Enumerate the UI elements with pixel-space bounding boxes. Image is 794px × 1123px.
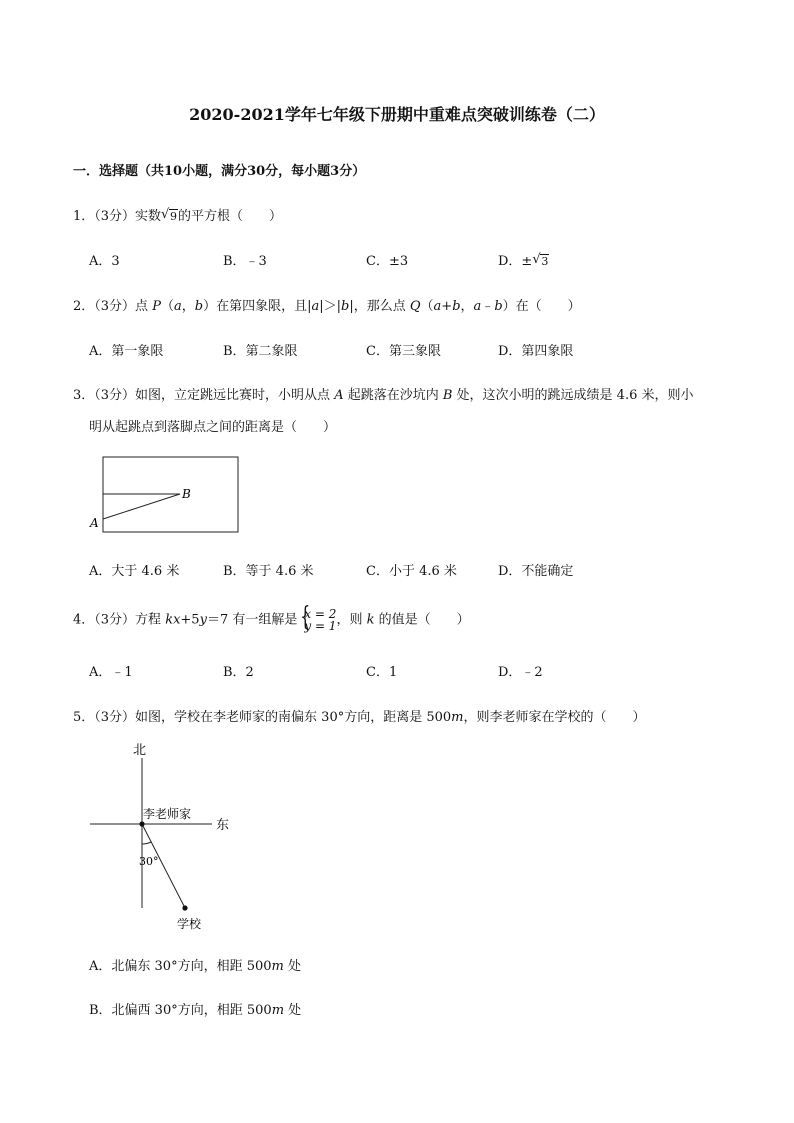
system-line-2: y = 1 — [304, 619, 337, 633]
q2-var: a — [173, 299, 182, 314]
q2-option-d[interactable]: D．第四象限 — [498, 344, 574, 359]
angle-label: 30° — [139, 855, 159, 868]
question-5 — [73, 706, 646, 725]
home-label: 李老师家 — [143, 807, 192, 821]
q2-var: a — [433, 299, 442, 314]
q1-option-d-radicand: 3 — [541, 255, 549, 268]
q4-text: ＝7 有一组解是 — [206, 612, 298, 628]
q5-option-b-var: m — [271, 1003, 285, 1018]
q5-option-a-suffix: 处 — [283, 959, 301, 974]
q2-var: Q — [409, 299, 421, 314]
q2-var: a — [473, 299, 482, 314]
q5-option-a-text: A．北偏东 30°方向，相距 500 — [89, 959, 272, 974]
angle-arc — [142, 842, 151, 844]
q2-text: 2．（3分）点 — [73, 299, 153, 314]
q5-text: ，则李老师家在学校的（ ） — [463, 710, 646, 725]
q4-option-b[interactable]: B．2 — [223, 665, 254, 680]
q3-option-a[interactable]: A．大于 4.6 米 — [89, 564, 180, 579]
q2-var: b — [340, 299, 350, 314]
q4-text: 4．（3分）方程 — [73, 612, 166, 628]
long-jump-figure — [86, 450, 246, 536]
home-point — [139, 821, 144, 826]
jump-segment — [103, 494, 180, 519]
q3-option-b[interactable]: B．等于 4.6 米 — [223, 564, 314, 579]
q2-text: |，那么点 — [349, 299, 410, 314]
q4-var: kx — [165, 612, 181, 628]
q1-radicand: 9 — [170, 210, 178, 223]
q3-option-c[interactable]: C．小于 4.6 米 — [366, 564, 457, 579]
q5-text: 5．（3分）如图，学校在李老师家的南偏东 30°方向，距离是 500 — [73, 710, 452, 725]
school-label: 学校 — [177, 917, 202, 931]
q5-option-b-text: B．北偏西 30°方向，相距 500 — [89, 1003, 272, 1018]
q1-prefix: 1．（3分）实数 — [73, 209, 162, 224]
sqrt-expression: √ 9 — [161, 207, 178, 223]
q2-var: b — [494, 299, 503, 314]
q4-text: +5 — [180, 612, 200, 628]
point-a-label: A — [90, 516, 99, 530]
q1-option-d[interactable] — [498, 250, 549, 269]
q5-option-a[interactable] — [89, 955, 301, 974]
q5-option-b-suffix: 处 — [284, 1003, 302, 1018]
q5-option-a-var: m — [271, 959, 284, 974]
q2-text: ）在第四象限，且| — [203, 299, 312, 314]
q1-suffix: 的平方根（ ） — [178, 209, 283, 224]
school-point — [182, 905, 187, 910]
q1-option-d-label: D．± — [498, 254, 533, 269]
q2-text: ﹣ — [481, 299, 495, 314]
q4-var: k — [366, 612, 375, 628]
q2-text: ， — [181, 299, 195, 314]
q5-var: m — [451, 710, 464, 725]
equation-system: { x = 2 y = 1 — [300, 602, 337, 633]
q3-text: 3．（3分）如图，立定跳远比赛时，小明从点 — [73, 388, 335, 403]
q2-text: ）在（ ） — [502, 299, 581, 314]
q2-text: + — [441, 299, 453, 314]
question-3-line-1 — [73, 384, 693, 403]
q1-option-a[interactable]: A．3 — [89, 254, 120, 269]
q4-text: ，则 — [336, 612, 367, 628]
page-title: 2020-2021学年七年级下册期中重难点突破训练卷（二） — [189, 105, 605, 124]
q2-option-a[interactable]: A．第一象限 — [89, 344, 164, 359]
q3-option-d[interactable]: D．不能确定 — [498, 564, 574, 579]
sqrt-expression: √ 3 — [532, 252, 549, 268]
q3-var: A — [334, 388, 344, 403]
question-2 — [73, 295, 581, 314]
q2-var: P — [152, 299, 161, 314]
question-1 — [73, 205, 282, 224]
q4-option-c[interactable]: C．1 — [366, 665, 398, 680]
q1-option-c[interactable]: C．±3 — [366, 254, 409, 269]
q4-text: 的值是（ ） — [374, 612, 470, 628]
q5-option-b[interactable] — [89, 999, 301, 1018]
q2-var: b — [194, 299, 204, 314]
question-3-line-2: 明从起跳点到落脚点之间的距离是（ ） — [89, 420, 337, 435]
q2-text: （ — [160, 299, 174, 314]
q2-option-c[interactable]: C．第三象限 — [366, 344, 441, 359]
question-4 — [73, 602, 470, 633]
system-line-1: x = 2 — [304, 607, 337, 621]
q4-var: y — [199, 612, 207, 628]
q2-option-b[interactable]: B．第二象限 — [223, 344, 298, 359]
q3-var: B — [442, 388, 453, 403]
q2-text: |＞| — [319, 299, 341, 314]
north-label: 北 — [133, 743, 147, 758]
point-b-label: B — [182, 487, 191, 501]
q2-text: （ — [420, 299, 434, 314]
q4-option-a[interactable]: A．﹣1 — [89, 665, 133, 680]
q1-option-b[interactable]: B．﹣3 — [223, 254, 267, 269]
q2-var: a — [311, 299, 320, 314]
q3-text: 起跳落在沙坑内 — [343, 388, 443, 403]
direction-figure — [86, 738, 246, 938]
q2-var: b — [452, 299, 461, 314]
q2-text: ， — [460, 299, 474, 314]
q4-option-d[interactable]: D．﹣2 — [498, 665, 543, 680]
section-heading: 一．选择题（共10小题，满分30分，每小题3分） — [73, 164, 366, 179]
q3-text: 处，这次小明的跳远成绩是 4.6 米，则小 — [452, 388, 694, 403]
east-label: 东 — [216, 818, 230, 833]
